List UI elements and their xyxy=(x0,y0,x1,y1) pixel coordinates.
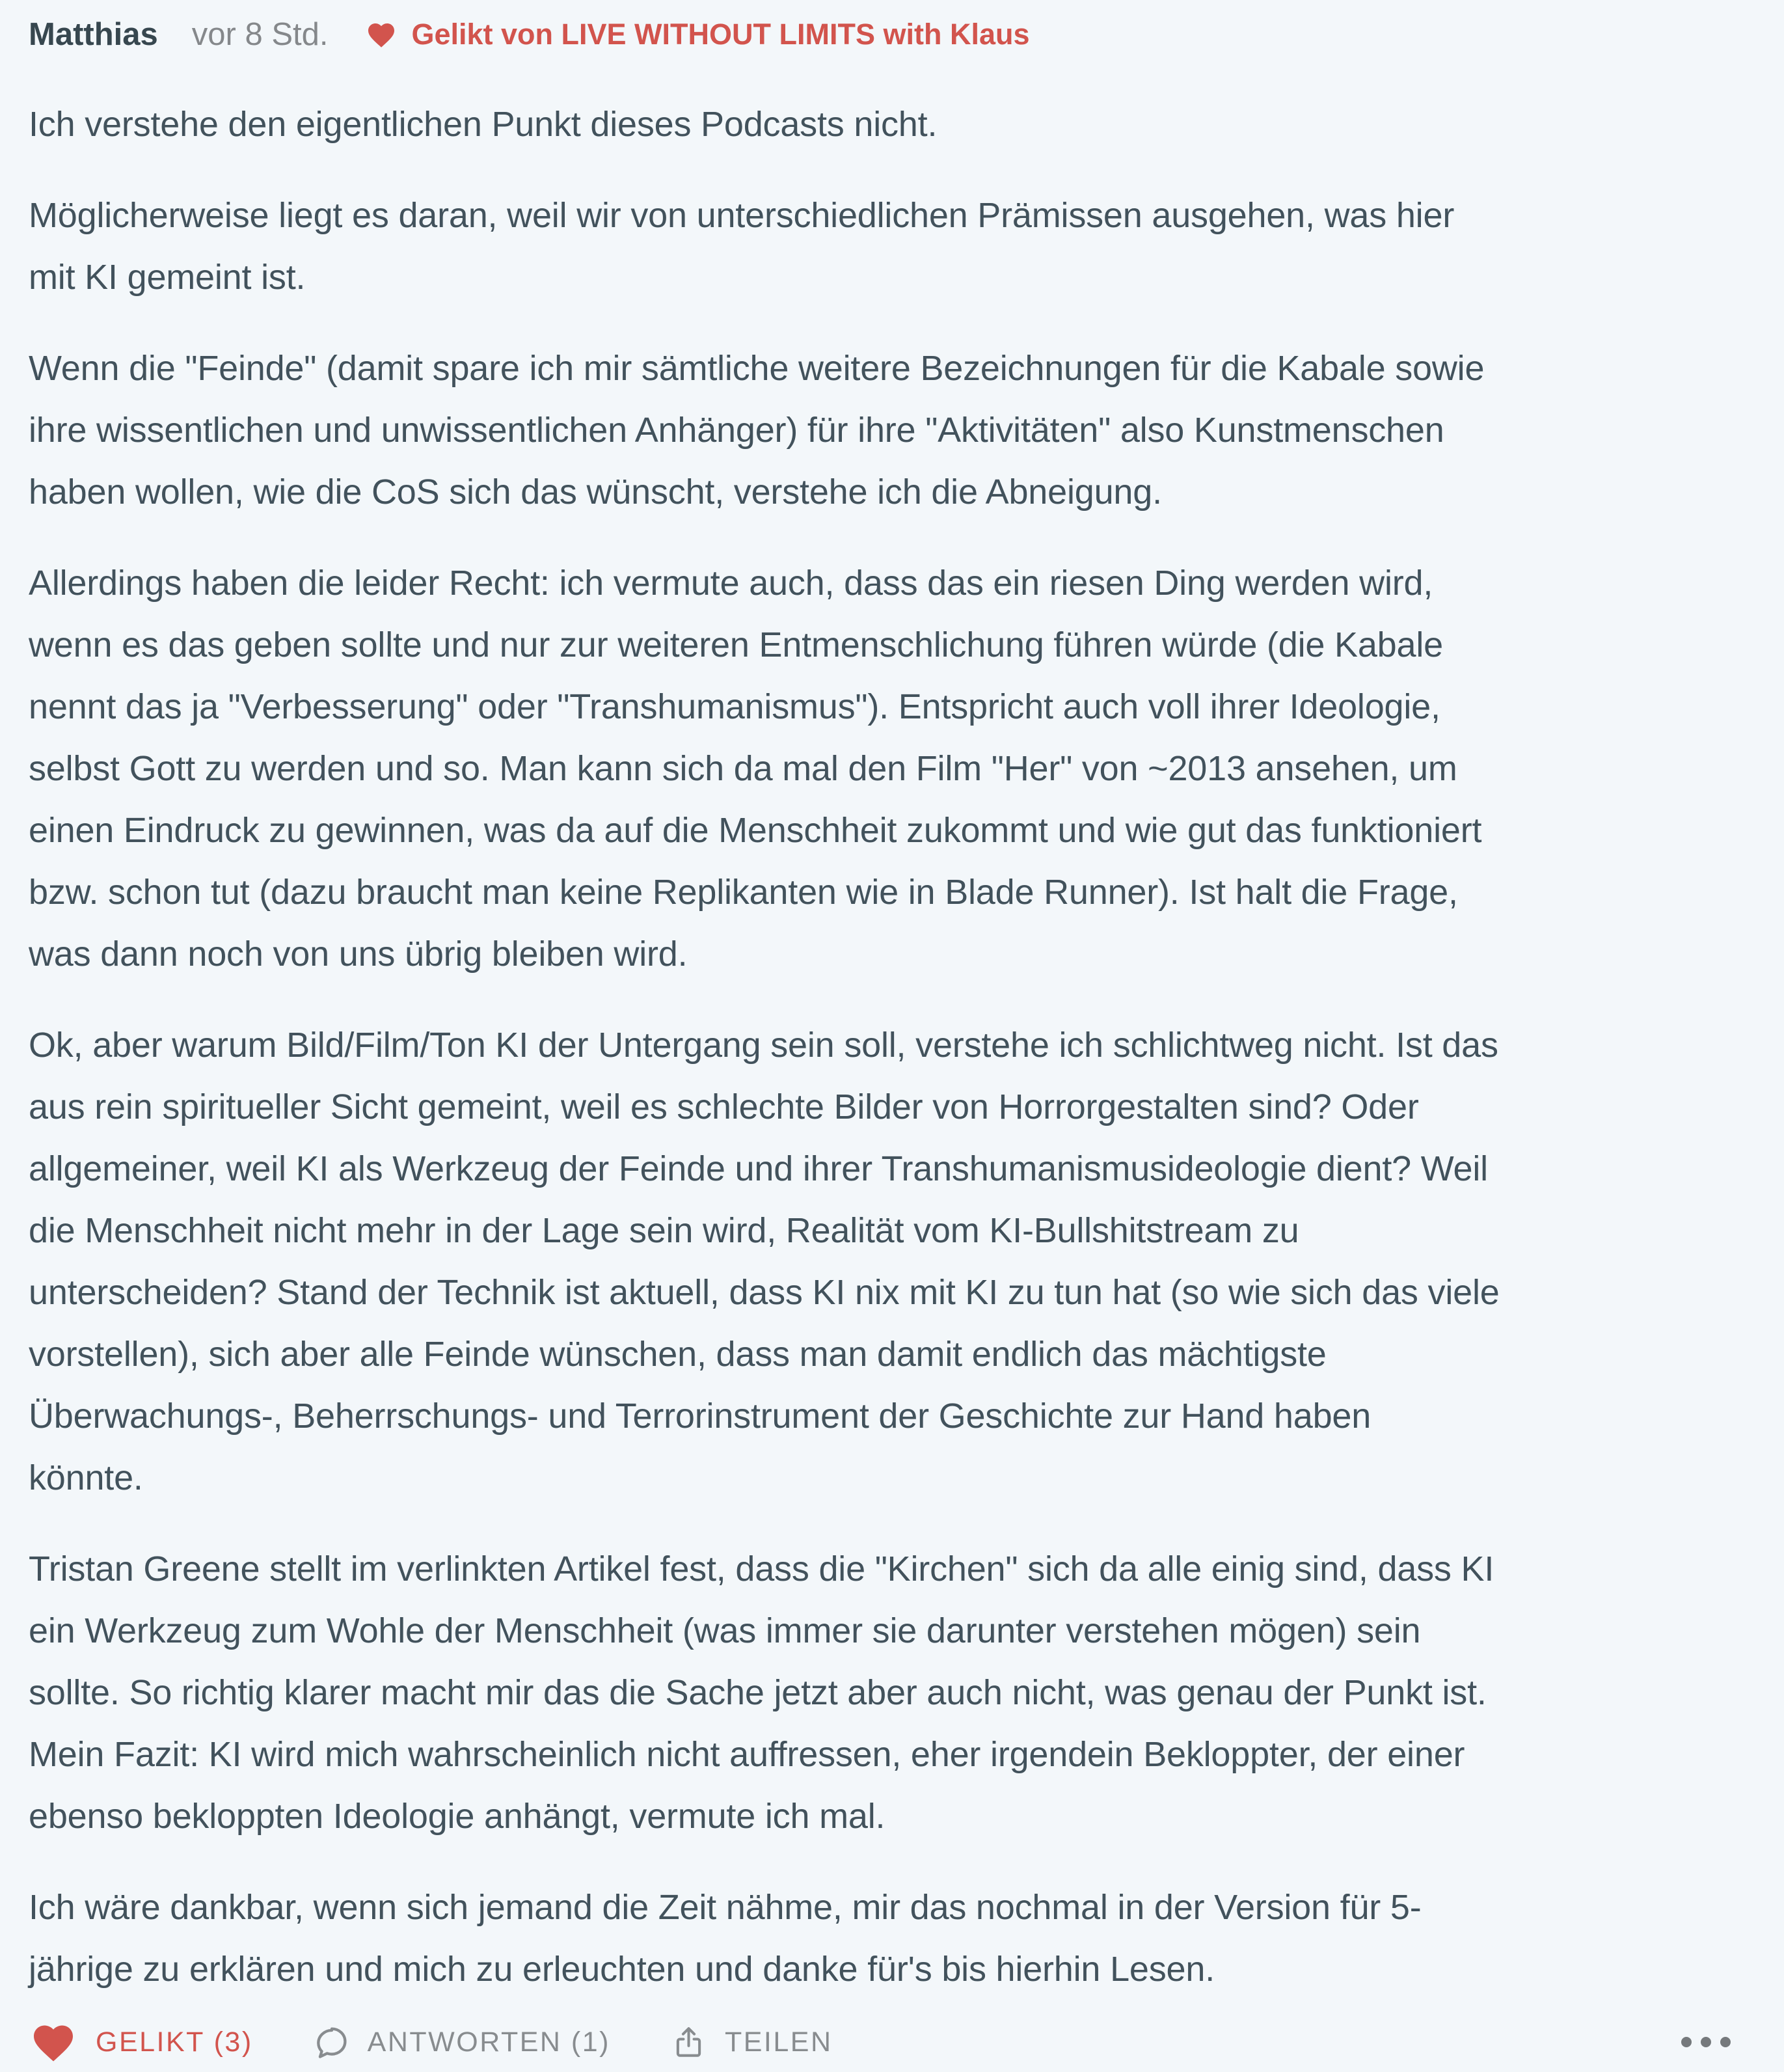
heart-icon xyxy=(29,2021,78,2064)
reply-label: ANTWORTEN (1) xyxy=(367,2026,610,2058)
comment-text-line: Tristan Greene stellt im verlinkten Artikel fest, dass die "Kirchen" sich da alle einig sind, dass KI xyxy=(29,1549,1494,1588)
ellipsis-icon xyxy=(1720,2037,1731,2047)
comment-text-line: Allerdings haben die leider Recht: ich vermute auch, dass das ein riesen Ding werden wird, xyxy=(29,564,1433,603)
comment-text-line: haben wollen, wie die CoS sich das wünscht, verstehe ich die Abneigung. xyxy=(29,472,1162,511)
comment-text-line: aus rein spiritueller Sicht gemeint, weil es schlechte Bilder von Horrorgestalten sind? Oder xyxy=(29,1087,1419,1126)
comment-paragraph xyxy=(29,185,1755,308)
comment-text-line: Ok, aber warum Bild/Film/Ton KI der Untergang sein soll, verstehe ich schlichtweg nicht. Ist das xyxy=(29,1026,1498,1065)
ellipsis-icon xyxy=(1681,2037,1692,2047)
comment-text-line: Ich wäre dankbar, wenn sich jemand die Zeit nähme, mir das nochmal in der Version für 5- xyxy=(29,1888,1422,1927)
comment-text-line: sollte. So richtig klarer macht mir das die Sache jetzt aber auch nicht, was genau der Punkt ist. xyxy=(29,1673,1487,1712)
comment-timestamp: vor 8 Std. xyxy=(191,17,329,52)
comment-text-line: könnte. xyxy=(29,1458,143,1497)
comment-body xyxy=(29,94,1755,2000)
more-options-button[interactable] xyxy=(1681,2030,1731,2054)
comment-text-line: ein Werkzeug zum Wohle der Menschheit (was immer sie darunter verstehen mögen) sein xyxy=(29,1611,1421,1650)
comment-actions xyxy=(29,2012,1755,2072)
comment-text-line: was dann noch von uns übrig bleiben wird. xyxy=(29,934,688,974)
comment-author[interactable]: Matthias xyxy=(29,17,158,52)
comment-text-line: wenn es das geben sollte und nur zur weiteren Entmenschlichung führen würde (die Kabale xyxy=(29,625,1443,664)
share-button[interactable] xyxy=(670,2024,833,2061)
comment-text-line: allgemeiner, weil KI als Werkzeug der Feinde und ihrer Transhumanismusideologie dient? Weil xyxy=(29,1149,1488,1188)
comment-text-line: selbst Gott zu werden und so. Man kann sich da mal den Film "Her" von ~2013 ansehen, um xyxy=(29,749,1457,788)
comment-text-line: Mein Fazit: KI wird mich wahrscheinlich nicht auffressen, eher irgendein Bekloppter, der einer xyxy=(29,1735,1465,1774)
comment-text-line: einen Eindruck zu gewinnen, was da auf die Menschheit zukommt und wie gut das funktioniert xyxy=(29,811,1482,850)
comment-paragraph xyxy=(29,94,1755,156)
comment-paragraph xyxy=(29,1015,1755,1509)
speech-bubble-icon xyxy=(313,2024,350,2061)
comment-text-line: bzw. schon tut (dazu braucht man keine Replikanten wie in Blade Runner). Ist halt die Frage, xyxy=(29,873,1458,912)
comment-text-line: Ich verstehe den eigentlichen Punkt dieses Podcasts nicht. xyxy=(29,105,938,144)
comment-text-line: Überwachungs-, Beherrschungs- und Terrorinstrument der Geschichte zur Hand haben xyxy=(29,1397,1372,1436)
like-label: GELIKT (3) xyxy=(96,2026,253,2058)
ellipsis-icon xyxy=(1701,2037,1711,2047)
comment-text-line: vorstellen), sich aber alle Feinde wünschen, dass man damit endlich das mächtigste xyxy=(29,1335,1327,1374)
comment-text-line: die Menschheit nicht mehr in der Lage sein wird, Realität vom KI-Bullshitstream zu xyxy=(29,1211,1299,1250)
comment-paragraph xyxy=(29,1877,1755,2000)
liked-by-badge xyxy=(366,18,1029,51)
like-button[interactable] xyxy=(29,2021,253,2064)
heart-icon xyxy=(366,20,397,49)
reply-button[interactable] xyxy=(313,2024,610,2061)
share-label: TEILEN xyxy=(724,2026,833,2058)
comment-text-line: nennt das ja "Verbesserung" oder "Transhumanismus"). Entspricht auch voll ihrer Ideologie, xyxy=(29,687,1440,726)
comment-text-line: Möglicherweise liegt es daran, weil wir von unterschiedlichen Prämissen ausgehen, was hier xyxy=(29,196,1455,235)
comment-text-line: ihre wissentlichen und unwissentlichen Anhänger) für ihre "Aktivitäten" also Kunstmenschen xyxy=(29,411,1444,450)
comment-paragraph xyxy=(29,338,1755,523)
comment-text-line: mit KI gemeint ist. xyxy=(29,258,306,297)
comment-header xyxy=(29,10,1755,59)
share-icon xyxy=(670,2024,707,2061)
comment-text-line: jährige zu erklären und mich zu erleuchten und danke für's bis hierhin Lesen. xyxy=(29,1950,1215,1989)
comment-text-line: Wenn die "Feinde" (damit spare ich mir sämtliche weitere Bezeichnungen für die Kabale sowie xyxy=(29,349,1485,388)
comment-paragraph xyxy=(29,1538,1755,1847)
comment-paragraph xyxy=(29,552,1755,985)
comment-text-line: unterscheiden? Stand der Technik ist aktuell, dass KI nix mit KI zu tun hat (so wie sich das viele xyxy=(29,1273,1500,1312)
comment-text-line: ebenso bekloppten Ideologie anhängt, vermute ich mal. xyxy=(29,1797,885,1836)
liked-by-label: Gelikt von LIVE WITHOUT LIMITS with Klaus xyxy=(411,18,1030,51)
